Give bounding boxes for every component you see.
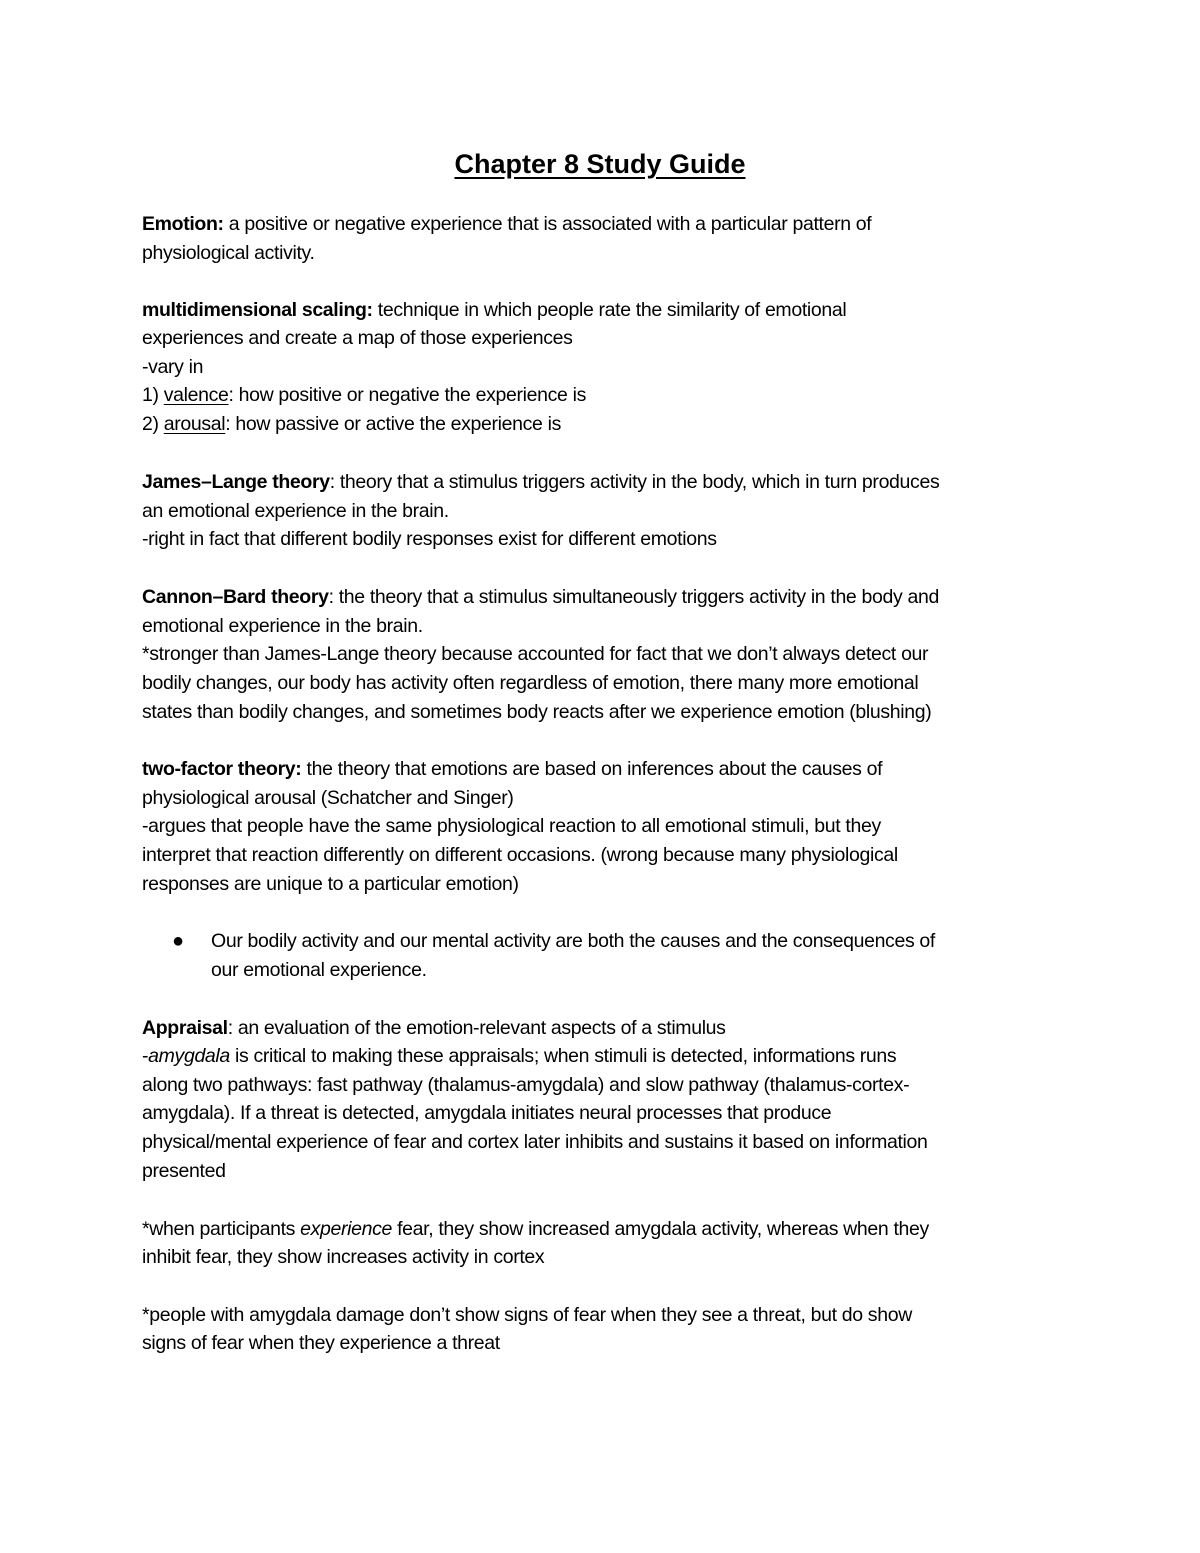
- cannon-bard-line-1: [142, 583, 939, 611]
- arousal-term: arousal: [163, 413, 226, 435]
- two-factor-text: the theory that emotions are based on inferences about the causes of: [301, 758, 883, 780]
- note-1-line-1: [142, 1215, 929, 1243]
- mds-definition-text: technique in which people rate the similarity of emotional: [372, 299, 847, 321]
- cannon-bard-term: Cannon–Bard theory: [142, 586, 329, 608]
- cannon-bard-text: : the theory that a stimulus simultaneously triggers activity in the body and: [328, 586, 939, 608]
- cannon-bard-line-3: *stronger than James-Lange theory because accounted for fact that we don’t always detect our: [142, 643, 929, 665]
- valence-term: valence: [163, 384, 229, 406]
- mds-definition-line-2: experiences and create a map of those experiences: [142, 327, 573, 349]
- mds-arousal-item: [142, 410, 561, 438]
- emotion-term: Emotion:: [142, 213, 224, 235]
- appraisal-term: Appraisal: [142, 1017, 228, 1039]
- mds-vary-line: -vary in: [142, 356, 204, 378]
- two-factor-line-2: physiological arousal (Schatcher and Singer): [142, 787, 514, 809]
- cannon-bard-line-5: states than bodily changes, and sometimes body reacts after we experience emotion (blushing): [142, 701, 932, 723]
- note-1-prefix: *when participants: [142, 1218, 301, 1240]
- james-lange-line-2: an emotional experience in the brain.: [142, 500, 449, 522]
- note-2-line-1: *people with amygdala damage don’t show signs of fear when they see a threat, but do show: [142, 1304, 912, 1326]
- amygdala-term: amygdala: [148, 1045, 230, 1067]
- appraisal-line-2: [142, 1042, 896, 1070]
- valence-text: : how positive or negative the experience is: [228, 384, 586, 406]
- mds-valence-number: 1): [142, 384, 164, 406]
- mds-arousal-number: 2): [142, 413, 164, 435]
- experience-term: experience: [300, 1218, 393, 1240]
- bullet-line-1: Our bodily activity and our mental activity are both the causes and the consequences of: [211, 930, 935, 952]
- james-lange-text: : theory that a stimulus triggers activity in the body, which in turn produces: [329, 471, 940, 493]
- two-factor-line-5: responses are unique to a particular emotion): [142, 873, 519, 895]
- emotion-definition-line-1: [142, 210, 871, 238]
- arousal-text: : how passive or active the experience is: [225, 413, 561, 435]
- note-1-line-2: inhibit fear, they show increases activity in cortex: [142, 1246, 545, 1268]
- two-factor-line-4: interpret that reaction differently on different occasions. (wrong because many physiological: [142, 844, 898, 866]
- appraisal-line-6: presented: [142, 1160, 226, 1182]
- emotion-definition-line-2: physiological activity.: [142, 242, 315, 264]
- page-title: Chapter 8 Study Guide: [454, 149, 746, 179]
- james-lange-line-3: -right in fact that different bodily responses exist for different emotions: [142, 528, 717, 550]
- appraisal-line-2-text: is critical to making these appraisals; when stimuli is detected, informations runs: [229, 1045, 897, 1067]
- note-1-text: fear, they show increased amygdala activity, whereas when they: [392, 1218, 929, 1240]
- appraisal-line-1: [142, 1014, 726, 1042]
- appraisal-line-5: physical/mental experience of fear and cortex later inhibits and sustains it based on information: [142, 1131, 928, 1153]
- cannon-bard-line-2: emotional experience in the brain.: [142, 615, 423, 637]
- james-lange-line-1: [142, 468, 939, 496]
- emotion-definition-text: a positive or negative experience that is associated with a particular pattern of: [223, 213, 872, 235]
- appraisal-dash: -: [142, 1045, 149, 1067]
- mds-definition-line-1: [142, 296, 846, 324]
- cannon-bard-line-4: bodily changes, our body has activity often regardless of emotion, there many more emotional: [142, 672, 919, 694]
- bullet-icon: ●: [172, 930, 185, 952]
- two-factor-term: two-factor theory:: [142, 758, 302, 780]
- appraisal-text: : an evaluation of the emotion-relevant aspects of a stimulus: [227, 1017, 726, 1039]
- appraisal-line-3: along two pathways: fast pathway (thalamus-amygdala) and slow pathway (thalamus-cortex-: [142, 1074, 910, 1096]
- mds-term: multidimensional scaling:: [142, 299, 373, 321]
- bullet-line-2: our emotional experience.: [211, 959, 427, 981]
- appraisal-line-4: amygdala). If a threat is detected, amygdala initiates neural processes that produce: [142, 1102, 832, 1124]
- note-2-line-2: signs of fear when they experience a threat: [142, 1332, 500, 1354]
- james-lange-term: James–Lange theory: [142, 471, 330, 493]
- two-factor-line-1: [142, 755, 882, 783]
- mds-valence-item: [142, 381, 586, 409]
- two-factor-line-3: -argues that people have the same physiological reaction to all emotional stimuli, but they: [142, 815, 881, 837]
